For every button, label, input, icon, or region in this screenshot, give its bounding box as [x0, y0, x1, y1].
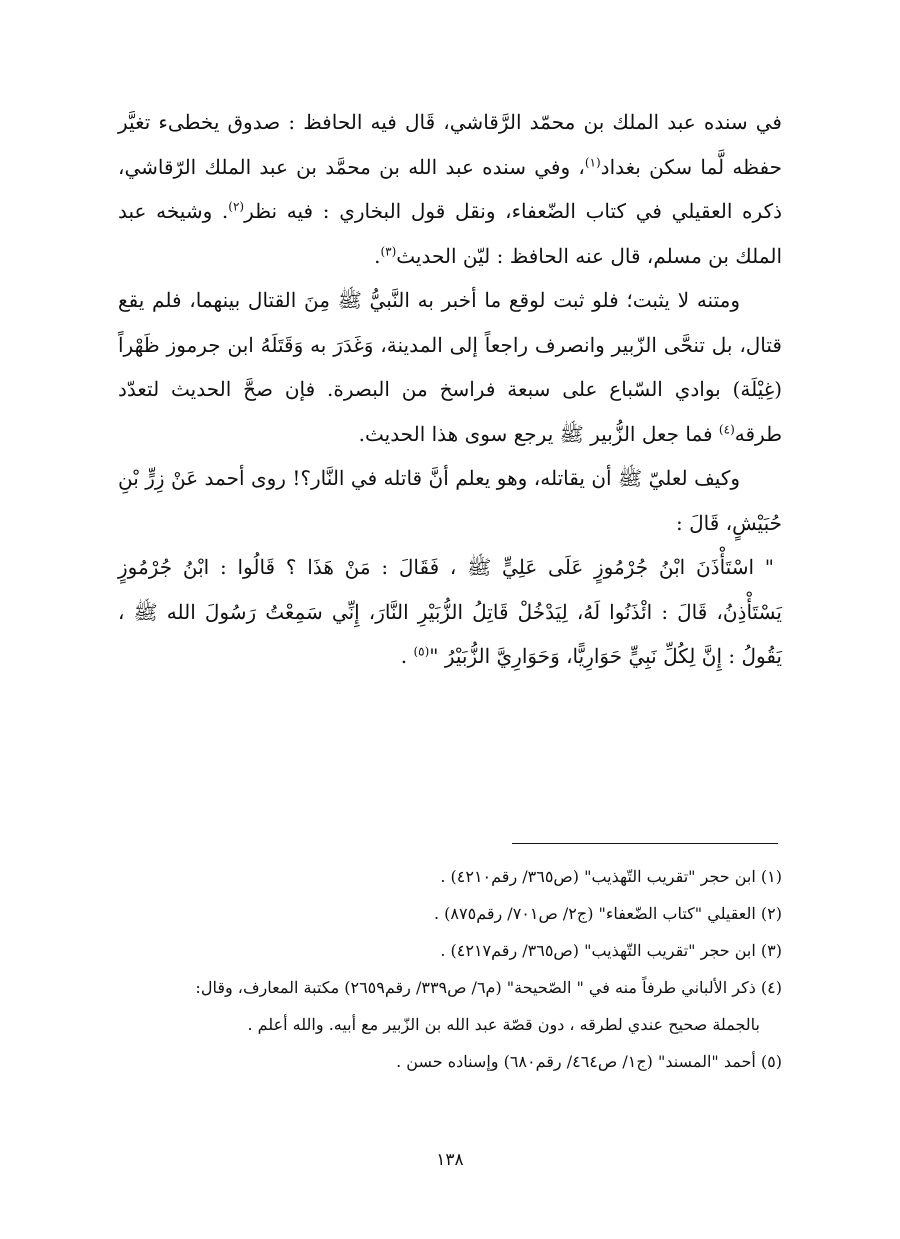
- paragraph-3: وكيف لعليّ ﷺ أن يقاتله، وهو يعلم أنَّ قاتله في النَّار؟! روى أحمد عَنْ زِرٍّ بْنِ حُبَيْشٍ، قَالَ :: [118, 466, 782, 535]
- hadith-end: .: [400, 644, 414, 668]
- hadith-text: " اسْتَأْذَنَ ابْنُ جُرْمُوزٍ عَلَى عَلِيٍّ ﷺ ، فَقَالَ : مَنْ هَذَا ؟ قَالُوا : ابْنُ جُرْمُوزٍ يَسْتَأْذِنُ، قَالَ : ائْذَنُوا لَهُ، لِيَدْخُلْ قَاتِلُ الزُّبَيْرِ النَّارَ، إِنِّي سَمِعْتُ رَسُولَ الله ﷺ ، يَقُولُ : إِنَّ لِكُلِّ نَبِيٍّ حَوَارِيًّا، وَحَوَارِيَّ الزُّبَيْرُ ": [118, 555, 782, 668]
- paragraph-2-part-1: ومتنه لا يثبت؛ فلو ثبت لوقع ما أخبر به النَّبيُّ ﷺ مِنَ القتال بينهما، فلم يقع قتال، بل تنحَّى الزّبير وانصرف راجعاً إلى المدينة، وَغَدَرَ به وَقَتَلَهُ ابن جرموز ظَهْراً (غِيْلَة) بوادي السّباع على سبعة فراسخ من البصرة. فإن صحَّ الحديث لتعدّد طرقه: [118, 288, 782, 446]
- footnote-ref-1: (١): [584, 154, 601, 169]
- footnote-ref-2: (٢): [228, 199, 245, 214]
- paragraph-2: [118, 278, 782, 456]
- footnote-3: (٣) ابن حجر "تقريب التّهذيب" (ص٣٦٥/ رقم٤٢١٧) .: [440, 941, 782, 960]
- hadith-quote: [118, 545, 782, 679]
- paragraph-1-part-3: . وشيخه عبد الملك بن مسلم، قال عنه الحافظ : ليّن الحديث: [118, 199, 782, 268]
- paragraph-1-part-4: .: [374, 243, 381, 268]
- footnote-4: (٤) ذكر الألباني طرفاً منه في " الصّحيحة" (م٦/ ص٣٣٩/ رقم٢٦٥٩) مكتبة المعارف، وقال:: [195, 978, 782, 997]
- paragraph-1: [118, 100, 782, 278]
- footnote-separator: [512, 843, 778, 844]
- main-text: [118, 100, 782, 679]
- footnotes: [118, 858, 782, 1080]
- footnote-1: (١) ابن حجر "تقريب التّهذيب" (ص٣٦٥/ رقم٤٢١٠) .: [440, 867, 782, 886]
- footnote-ref-3: (٣): [380, 243, 397, 258]
- paragraph-2-part-2: فما جعل الزُّبير ﷺ يرجع سوى هذا الحديث.: [358, 421, 719, 446]
- footnote-ref-5: (٥): [413, 644, 430, 659]
- footnote-5: (٥) أحمد "المسند" (ج١/ ص٤٦٤/ رقم٦٨٠) وإسناده حسن .: [396, 1052, 782, 1071]
- paragraph-1-part-2: ، وفي سنده عبد الله بن محمَّد بن عبد الملك الرّقاشي، ذكره العقيلي في كتاب الضّعفاء، ونقل قول البخاري : فيه نظر: [118, 154, 782, 223]
- paragraph-1-part-1: في سنده عبد الملك بن محمّد الرَّقاشي، قَال فيه الحافظ : صدوق يخطىء تغيَّر حفظه لَّما سكن بغداد: [118, 110, 782, 179]
- footnote-ref-4: (٤): [718, 421, 735, 436]
- page-number: ١٣٨: [436, 1150, 464, 1170]
- footnote-2: (٢) العقيلي "كتاب الضّعفاء" (ج٢/ ص٧٠١/ رقم٨٧٥) .: [433, 904, 782, 923]
- footnote-4-continued: بالجملة صحيح عندي لطرقه ، دون قصّة عبد الله بن الزّبير مع أبيه. والله أعلم .: [247, 1015, 760, 1034]
